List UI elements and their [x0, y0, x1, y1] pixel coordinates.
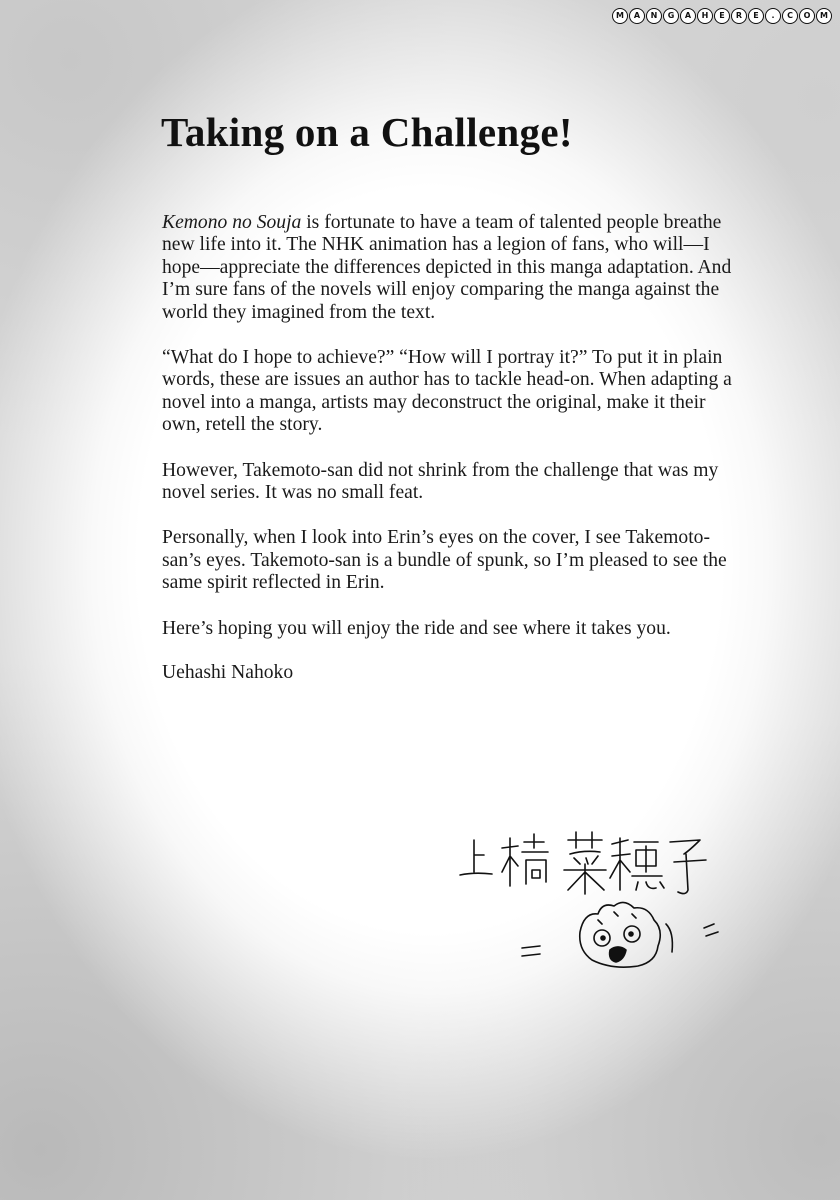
watermark-letter: . [765, 8, 781, 24]
watermark-letter: M [612, 8, 628, 24]
watermark-letter: E [714, 8, 730, 24]
author-name: Uehashi Nahoko [162, 662, 294, 684]
paragraph-4: Personally, when I look into Erin’s eyes on the cover, I see Takemoto-san’s eyes. Takemoto-san is a bundle of spunk, so I’m pleased to see the same spirit reflected in Erin. [162, 527, 727, 594]
watermark-letter: C [782, 8, 798, 24]
watermark-letter: O [799, 8, 815, 24]
paragraph-1 [162, 212, 732, 324]
novel-title: Kemono no Souja [162, 212, 302, 233]
watermark-letter: E [748, 8, 764, 24]
watermark-letter: A [629, 8, 645, 24]
watermark-letter: A [680, 8, 696, 24]
paragraph-5: Here’s hoping you will enjoy the ride and see where it takes you. [162, 617, 671, 639]
letter-body [162, 212, 732, 708]
paragraph-1-text: is fortunate to have a team of talented people breathe new life into it. The NHK animation has a legion of fans, who will—I hope—appreciate the differences depicted in this manga adaptation. And I’m sure fans of the novels will enjoy comparing the manga against the world they imagined from the text. [162, 212, 732, 323]
watermark-letter: R [731, 8, 747, 24]
site-watermark [612, 8, 832, 26]
watermark-letter: G [663, 8, 679, 24]
page-title: Taking on a Challenge! [161, 109, 573, 155]
paragraph-2: “What do I hope to achieve?” “How will I portray it?” To put it in plain words, these are issues an author has to tackle head-on. When adapting a novel into a manga, artists may deconstruct the original, make it their own, retell the story. [162, 347, 732, 436]
paragraph-3: However, Takemoto-san did not shrink from the challenge that was my novel series. It was no small feat. [162, 459, 719, 504]
handwritten-signature [452, 820, 742, 990]
watermark-letter: H [697, 8, 713, 24]
watermark-letter: N [646, 8, 662, 24]
watermark-letter: M [816, 8, 832, 24]
